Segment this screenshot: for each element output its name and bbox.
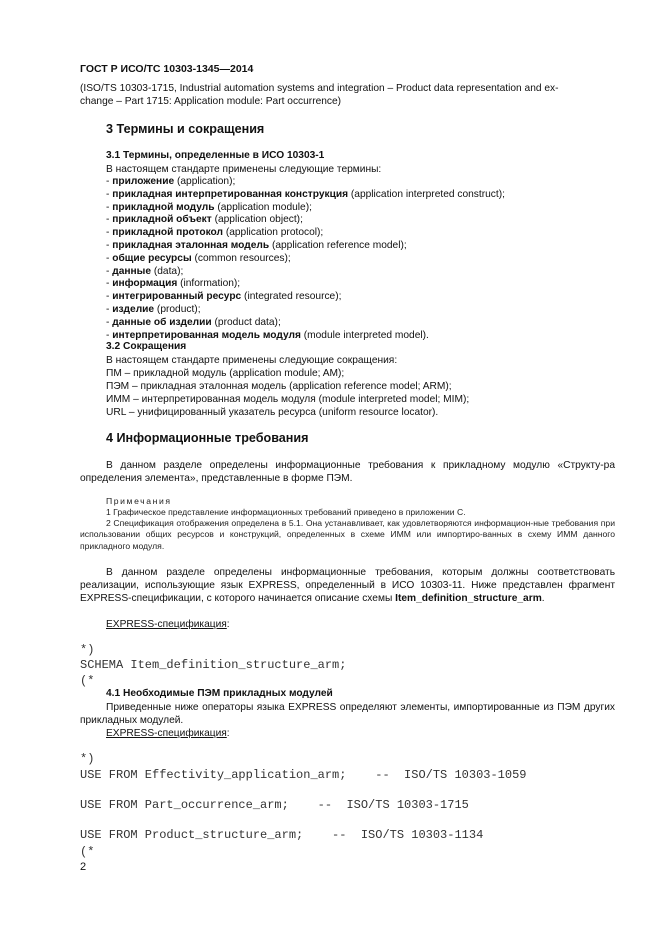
code-use-line-3: USE FROM Product_structure_arm; -- ISO/TS 10303-1134	[80, 828, 484, 842]
term-desc: (application protocol);	[223, 227, 324, 239]
term-item: - интерпретированная модель модуля (module interpreted model).	[106, 329, 429, 341]
abbrev-item: ПЭМ – прикладная эталонная модель (application reference model; ARM);	[106, 381, 452, 392]
term-item: - информация (information);	[106, 278, 241, 290]
term-name: интегрированный ресурс	[112, 291, 242, 303]
term-desc: (data);	[151, 265, 184, 277]
subsection-4-1-title: 4.1 Необходимые ПЭМ прикладных модулей	[106, 688, 333, 699]
schema-name: Item_definition_structure_arm	[395, 593, 542, 604]
express-label-2	[106, 727, 230, 740]
section-4-paragraph-1: В данном разделе определены информационные требования к прикладному модулю «Структу-ра определения элемента», представленные в форме ПЭМ.	[80, 460, 615, 484]
code-use-line-2: USE FROM Part_occurrence_arm; -- ISO/TS 10303-1715	[80, 798, 469, 812]
term-name: изделие	[112, 303, 155, 315]
paragraph-2-text: В данном разделе определены информационные требования, которым должны соответствовать реализации, использующие язык EXPRESS, определенный в ИСО 10303-11. Ниже представлен фрагмент EXPRESS-спецификации, с которого начинается описание схемы	[80, 567, 615, 604]
term-name: общие ресурсы	[112, 252, 192, 264]
notes-header: Примечания	[106, 496, 172, 506]
term-name: прикладной протокол	[112, 227, 223, 239]
subsection-3-1-title: 3.1 Термины, определенные в ИСО 10303-1	[106, 150, 325, 161]
term-desc: (application module);	[214, 201, 312, 213]
term-desc: (module interpreted model).	[300, 329, 429, 341]
express-spec-label: EXPRESS-спецификация	[106, 728, 227, 739]
term-item: - данные об изделии (product data);	[106, 316, 281, 328]
note-1: 1 Графическое представление информационных требований приведено в приложении С.	[106, 507, 466, 517]
term-desc: (information);	[177, 278, 241, 290]
terms-intro: В настоящем стандарте применены следующие термины:	[106, 164, 382, 175]
code-close-1: (*	[80, 674, 95, 688]
section-4-title: 4 Информационные требования	[106, 431, 309, 445]
term-desc: (common resources);	[191, 252, 291, 264]
code-close-2: (*	[80, 845, 95, 859]
code-open-2: *)	[80, 752, 95, 766]
colon: :	[226, 619, 230, 630]
document-code: ГОСТ Р ИСО/ТС 10303-1345—2014	[80, 63, 254, 75]
term-name: данные	[112, 265, 152, 277]
terms-list	[106, 176, 505, 342]
express-label-1	[106, 618, 230, 631]
term-item: - приложение (application);	[106, 176, 236, 187]
abbrev-item: ИММ – интерпретированная модель модуля (module interpreted model; MIM);	[106, 394, 470, 405]
term-name: прикладная эталонная модель	[112, 239, 270, 251]
subsection-3-2-title: 3.2 Сокращения	[106, 341, 187, 352]
abbrev-item: ПМ – прикладной модуль (application module; AM);	[106, 368, 345, 379]
term-item: - прикладная интерпретированная конструкция (application interpreted construct);	[106, 188, 505, 200]
term-name: прикладной модуль	[112, 201, 215, 213]
code-schema-line: SCHEMA Item_definition_structure_arm;	[80, 658, 347, 672]
express-spec-label: EXPRESS-спецификация	[106, 619, 227, 630]
term-name: данные об изделии	[112, 316, 212, 328]
subsection-4-1-paragraph: Приведенные ниже операторы языка EXPRESS определяют элементы, импортированные из ПЭМ других прикладных модулей.	[80, 702, 615, 726]
term-item: - изделие (product);	[106, 303, 201, 315]
term-item: - общие ресурсы (common resources);	[106, 252, 291, 264]
term-item: - прикладной модуль (application module);	[106, 201, 312, 213]
term-item: - данные (data);	[106, 265, 184, 277]
code-use-line-1: USE FROM Effectivity_application_arm; -- ISO/TS 10303-1059	[80, 768, 527, 782]
term-desc: (application reference model);	[269, 239, 407, 251]
term-name: прикладной объект	[112, 214, 212, 226]
term-item: - прикладной протокол (application protocol);	[106, 227, 324, 239]
term-desc: (product data);	[211, 316, 281, 328]
term-item: - прикладной объект (application object);	[106, 214, 303, 226]
term-desc: (application interpreted construct);	[348, 188, 505, 200]
term-item: - интегрированный ресурс (integrated resource);	[106, 291, 342, 303]
reference-line-1: (ISO/TS 10303-1715, Industrial automation systems and integration – Product data representation and ex-	[80, 83, 559, 94]
abbrevs-intro: В настоящем стандарте применены следующие сокращения:	[106, 355, 398, 366]
abbrev-item: URL – унифицированный указатель ресурса (uniform resource locator).	[106, 407, 439, 418]
term-desc: (application object);	[211, 214, 303, 226]
term-desc: (integrated resource);	[241, 291, 342, 303]
term-name: приложение	[112, 176, 175, 187]
colon: :	[226, 728, 230, 739]
term-item: - прикладная эталонная модель (application reference model);	[106, 239, 407, 251]
term-desc: (application);	[174, 176, 236, 187]
page-number: 2	[80, 861, 87, 873]
paragraph-2-end: .	[541, 593, 545, 604]
section-3-title: 3 Термины и сокращения	[106, 122, 265, 136]
term-name: прикладная интерпретированная конструкция	[112, 188, 349, 200]
note-2: 2 Спецификация отображения определена в 5.1. Она устанавливает, как удовлетворяются информацион-ные требования при использовании общих ресурсов и конструкций, определенных в схеме ИММ или импортиро-ванных в схему ИММ данного прикладного модуля.	[80, 518, 615, 551]
section-4-paragraph-2	[80, 566, 615, 605]
term-desc: (product);	[154, 303, 201, 315]
term-name: интерпретированная модель модуля	[112, 329, 301, 341]
code-open-1: *)	[80, 643, 95, 657]
term-name: информация	[112, 278, 178, 290]
reference-line-2: change – Part 1715: Application module: Part occurrence)	[80, 96, 342, 107]
